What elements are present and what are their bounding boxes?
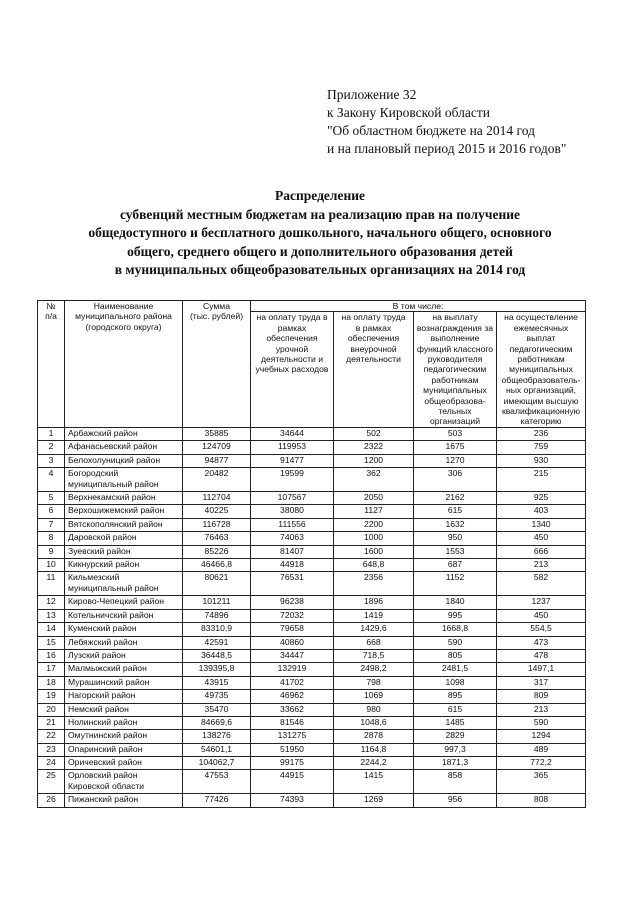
table-row bbox=[38, 730, 586, 743]
row-sum: 104062,7 bbox=[183, 757, 251, 770]
row-number: 26 bbox=[38, 794, 65, 807]
row-number: 21 bbox=[38, 716, 65, 729]
header-sub-1 bbox=[251, 312, 334, 427]
row-class-teacher-pay: 1871,3 bbox=[414, 757, 497, 770]
row-extracurricular-pay: 2356 bbox=[334, 572, 414, 596]
row-extracurricular-pay: 1429,6 bbox=[334, 623, 414, 636]
header-sub-3 bbox=[414, 312, 497, 427]
row-number: 14 bbox=[38, 623, 65, 636]
row-sum: 43915 bbox=[183, 676, 251, 689]
table-row bbox=[38, 559, 586, 572]
row-qualification-pay: 213 bbox=[497, 703, 586, 716]
row-lesson-pay: 38080 bbox=[251, 505, 334, 518]
row-lesson-pay: 119953 bbox=[251, 441, 334, 454]
row-name: Омутнинский район bbox=[65, 730, 183, 743]
table-row bbox=[38, 623, 586, 636]
row-qualification-pay: 809 bbox=[497, 690, 586, 703]
row-lesson-pay: 76531 bbox=[251, 572, 334, 596]
row-lesson-pay: 74393 bbox=[251, 794, 334, 807]
row-sum: 124709 bbox=[183, 441, 251, 454]
header-num bbox=[38, 301, 65, 428]
table-row bbox=[38, 676, 586, 689]
row-extracurricular-pay: 1415 bbox=[334, 770, 414, 794]
row-sum: 85226 bbox=[183, 545, 251, 558]
row-qualification-pay: 489 bbox=[497, 743, 586, 756]
row-qualification-pay: 772,2 bbox=[497, 757, 586, 770]
row-qualification-pay: 1237 bbox=[497, 596, 586, 609]
row-class-teacher-pay: 503 bbox=[414, 427, 497, 440]
appendix-line: к Закону Кировской области bbox=[327, 105, 491, 120]
heading-line: Распределение bbox=[274, 188, 366, 203]
row-class-teacher-pay: 2162 bbox=[414, 492, 497, 505]
appendix-block bbox=[327, 86, 566, 158]
row-qualification-pay: 590 bbox=[497, 716, 586, 729]
row-sum: 36448,5 bbox=[183, 649, 251, 662]
row-name: Кирово-Чепецкий район bbox=[65, 596, 183, 609]
row-name: Арбажский район bbox=[65, 427, 183, 440]
row-qualification-pay: 808 bbox=[497, 794, 586, 807]
row-sum: 42591 bbox=[183, 636, 251, 649]
row-number: 17 bbox=[38, 663, 65, 676]
row-lesson-pay: 79658 bbox=[251, 623, 334, 636]
row-lesson-pay: 131275 bbox=[251, 730, 334, 743]
row-qualification-pay: 1497,1 bbox=[497, 663, 586, 676]
row-qualification-pay: 403 bbox=[497, 505, 586, 518]
row-sum: 112704 bbox=[183, 492, 251, 505]
row-lesson-pay: 44918 bbox=[251, 559, 334, 572]
row-name: Пижанский район bbox=[65, 794, 183, 807]
header-sum bbox=[183, 301, 251, 428]
row-qualification-pay: 365 bbox=[497, 770, 586, 794]
row-extracurricular-pay: 1600 bbox=[334, 545, 414, 558]
row-lesson-pay: 111556 bbox=[251, 518, 334, 531]
row-name: Даровской район bbox=[65, 532, 183, 545]
row-number: 2 bbox=[38, 441, 65, 454]
row-extracurricular-pay: 1127 bbox=[334, 505, 414, 518]
row-name: Лебяжский район bbox=[65, 636, 183, 649]
row-number: 3 bbox=[38, 454, 65, 467]
row-class-teacher-pay: 805 bbox=[414, 649, 497, 662]
row-sum: 77426 bbox=[183, 794, 251, 807]
row-lesson-pay: 107567 bbox=[251, 492, 334, 505]
table-row bbox=[38, 757, 586, 770]
row-name: Верхнекамский район bbox=[65, 492, 183, 505]
header-sub-4 bbox=[497, 312, 586, 427]
header-sub-2 bbox=[334, 312, 414, 427]
row-lesson-pay: 41702 bbox=[251, 676, 334, 689]
row-qualification-pay: 930 bbox=[497, 454, 586, 467]
row-number: 11 bbox=[38, 572, 65, 596]
row-name: Малмыжский район bbox=[65, 663, 183, 676]
row-number: 15 bbox=[38, 636, 65, 649]
row-extracurricular-pay: 2050 bbox=[334, 492, 414, 505]
row-class-teacher-pay: 306 bbox=[414, 468, 497, 492]
row-sum: 35470 bbox=[183, 703, 251, 716]
row-lesson-pay: 81407 bbox=[251, 545, 334, 558]
row-lesson-pay: 34644 bbox=[251, 427, 334, 440]
row-name: Верхошижемский район bbox=[65, 505, 183, 518]
row-number: 16 bbox=[38, 649, 65, 662]
row-sum: 49735 bbox=[183, 690, 251, 703]
row-lesson-pay: 132919 bbox=[251, 663, 334, 676]
row-extracurricular-pay: 980 bbox=[334, 703, 414, 716]
table-row bbox=[38, 532, 586, 545]
table-row bbox=[38, 663, 586, 676]
table-row bbox=[38, 794, 586, 807]
header-sub-text: на выплату вознаграждения за выполнение функций классного руководителя педагогическим работникам муниципальных общеобразова- тельных организаций bbox=[416, 312, 494, 427]
row-extracurricular-pay: 2200 bbox=[334, 518, 414, 531]
row-name: Зуевский район bbox=[65, 545, 183, 558]
row-number: 22 bbox=[38, 730, 65, 743]
row-class-teacher-pay: 1485 bbox=[414, 716, 497, 729]
row-number: 24 bbox=[38, 757, 65, 770]
row-number: 5 bbox=[38, 492, 65, 505]
row-sum: 94877 bbox=[183, 454, 251, 467]
table-row bbox=[38, 743, 586, 756]
row-extracurricular-pay: 668 bbox=[334, 636, 414, 649]
row-extracurricular-pay: 1048,6 bbox=[334, 716, 414, 729]
row-extracurricular-pay: 502 bbox=[334, 427, 414, 440]
row-qualification-pay: 759 bbox=[497, 441, 586, 454]
row-sum: 83310,9 bbox=[183, 623, 251, 636]
table-row bbox=[38, 505, 586, 518]
row-class-teacher-pay: 995 bbox=[414, 609, 497, 622]
row-class-teacher-pay: 590 bbox=[414, 636, 497, 649]
table-row bbox=[38, 454, 586, 467]
table-row bbox=[38, 596, 586, 609]
row-name: Богородский муниципальный район bbox=[65, 468, 183, 492]
row-class-teacher-pay: 950 bbox=[414, 532, 497, 545]
table-row bbox=[38, 609, 586, 622]
row-extracurricular-pay: 1419 bbox=[334, 609, 414, 622]
row-name: Лузский район bbox=[65, 649, 183, 662]
row-qualification-pay: 215 bbox=[497, 468, 586, 492]
row-lesson-pay: 33662 bbox=[251, 703, 334, 716]
heading-line: субвенций местным бюджетам на реализацию прав на получение bbox=[119, 206, 521, 222]
row-class-teacher-pay: 615 bbox=[414, 505, 497, 518]
row-class-teacher-pay: 1675 bbox=[414, 441, 497, 454]
row-name: Мурашинский район bbox=[65, 676, 183, 689]
table-row bbox=[38, 636, 586, 649]
row-qualification-pay: 1340 bbox=[497, 518, 586, 531]
table-row bbox=[38, 716, 586, 729]
row-number: 12 bbox=[38, 596, 65, 609]
row-class-teacher-pay: 2481,5 bbox=[414, 663, 497, 676]
row-extracurricular-pay: 1000 bbox=[334, 532, 414, 545]
row-number: 20 bbox=[38, 703, 65, 716]
heading-line: общедоступного и бесплатного дошкольного, начального общего, основного bbox=[88, 225, 552, 240]
appendix-line: и на плановый период 2015 и 2016 годов" bbox=[327, 141, 567, 156]
row-class-teacher-pay: 687 bbox=[414, 559, 497, 572]
row-qualification-pay: 450 bbox=[497, 532, 586, 545]
row-qualification-pay: 236 bbox=[497, 427, 586, 440]
row-sum: 101211 bbox=[183, 596, 251, 609]
row-extracurricular-pay: 2878 bbox=[334, 730, 414, 743]
header-group: В том числе: bbox=[251, 301, 586, 312]
row-class-teacher-pay: 1668,8 bbox=[414, 623, 497, 636]
heading-line: общего, среднего общего и дополнительного образования детей bbox=[127, 243, 513, 259]
row-qualification-pay: 925 bbox=[497, 492, 586, 505]
row-extracurricular-pay: 2498,2 bbox=[334, 663, 414, 676]
row-qualification-pay: 478 bbox=[497, 649, 586, 662]
header-num-text: № п/а bbox=[45, 301, 57, 322]
row-sum: 54601,1 bbox=[183, 743, 251, 756]
row-lesson-pay: 96238 bbox=[251, 596, 334, 609]
row-extracurricular-pay: 1269 bbox=[334, 794, 414, 807]
heading-line: в муниципальных общеобразовательных организациях на 2014 год bbox=[114, 262, 526, 277]
row-extracurricular-pay: 2244,2 bbox=[334, 757, 414, 770]
row-lesson-pay: 72032 bbox=[251, 609, 334, 622]
row-sum: 35885 bbox=[183, 427, 251, 440]
header-sub-text: на оплату труда в рамках обеспечения внеурочной деятельности bbox=[341, 312, 406, 365]
row-sum: 74896 bbox=[183, 609, 251, 622]
row-number: 8 bbox=[38, 532, 65, 545]
document-heading bbox=[40, 187, 600, 280]
row-lesson-pay: 34447 bbox=[251, 649, 334, 662]
table-row bbox=[38, 468, 586, 492]
row-sum: 138276 bbox=[183, 730, 251, 743]
row-lesson-pay: 40860 bbox=[251, 636, 334, 649]
row-name: Котельничский район bbox=[65, 609, 183, 622]
table-row bbox=[38, 492, 586, 505]
row-class-teacher-pay: 1152 bbox=[414, 572, 497, 596]
row-class-teacher-pay: 1098 bbox=[414, 676, 497, 689]
row-name: Орловский район Кировской области bbox=[65, 770, 183, 794]
table-row bbox=[38, 649, 586, 662]
row-class-teacher-pay: 1840 bbox=[414, 596, 497, 609]
row-qualification-pay: 473 bbox=[497, 636, 586, 649]
row-extracurricular-pay: 1200 bbox=[334, 454, 414, 467]
row-extracurricular-pay: 362 bbox=[334, 468, 414, 492]
row-qualification-pay: 317 bbox=[497, 676, 586, 689]
header-sub-text: на осуществление ежемесячных выплат педагогическим работникам муниципальных общеобразователь- ных организаций, имеющим высшую квалификационную категорию bbox=[501, 312, 581, 427]
row-extracurricular-pay: 1164,8 bbox=[334, 743, 414, 756]
row-name: Вятскополянский район bbox=[65, 518, 183, 531]
table-row bbox=[38, 441, 586, 454]
row-number: 13 bbox=[38, 609, 65, 622]
row-sum: 139395,8 bbox=[183, 663, 251, 676]
row-qualification-pay: 213 bbox=[497, 559, 586, 572]
row-qualification-pay: 582 bbox=[497, 572, 586, 596]
row-name: Оричевский район bbox=[65, 757, 183, 770]
row-name: Нагорский район bbox=[65, 690, 183, 703]
row-class-teacher-pay: 858 bbox=[414, 770, 497, 794]
row-class-teacher-pay: 1632 bbox=[414, 518, 497, 531]
row-number: 25 bbox=[38, 770, 65, 794]
row-name: Опаринский район bbox=[65, 743, 183, 756]
row-number: 9 bbox=[38, 545, 65, 558]
row-qualification-pay: 554,5 bbox=[497, 623, 586, 636]
row-sum: 47553 bbox=[183, 770, 251, 794]
row-class-teacher-pay: 895 bbox=[414, 690, 497, 703]
row-name: Нолинский район bbox=[65, 716, 183, 729]
row-name: Белохолуницкий район bbox=[65, 454, 183, 467]
row-number: 23 bbox=[38, 743, 65, 756]
row-class-teacher-pay: 1270 bbox=[414, 454, 497, 467]
row-lesson-pay: 99175 bbox=[251, 757, 334, 770]
table-row bbox=[38, 572, 586, 596]
row-extracurricular-pay: 648,8 bbox=[334, 559, 414, 572]
row-lesson-pay: 46962 bbox=[251, 690, 334, 703]
subvention-table bbox=[37, 300, 586, 808]
row-number: 18 bbox=[38, 676, 65, 689]
row-extracurricular-pay: 798 bbox=[334, 676, 414, 689]
header-name bbox=[65, 301, 183, 428]
row-name: Кикнурский район bbox=[65, 559, 183, 572]
row-number: 4 bbox=[38, 468, 65, 492]
row-extracurricular-pay: 1069 bbox=[334, 690, 414, 703]
row-sum: 80621 bbox=[183, 572, 251, 596]
row-sum: 116728 bbox=[183, 518, 251, 531]
header-name-text: Наименование муниципального района (городского округа) bbox=[75, 301, 172, 332]
row-number: 10 bbox=[38, 559, 65, 572]
row-number: 6 bbox=[38, 505, 65, 518]
row-lesson-pay: 74063 bbox=[251, 532, 334, 545]
row-sum: 40225 bbox=[183, 505, 251, 518]
row-sum: 76463 bbox=[183, 532, 251, 545]
row-sum: 46466,8 bbox=[183, 559, 251, 572]
row-lesson-pay: 91477 bbox=[251, 454, 334, 467]
row-number: 19 bbox=[38, 690, 65, 703]
row-class-teacher-pay: 956 bbox=[414, 794, 497, 807]
row-class-teacher-pay: 2829 bbox=[414, 730, 497, 743]
row-class-teacher-pay: 615 bbox=[414, 703, 497, 716]
header-sum-text: Сумма (тыс. рублей) bbox=[189, 301, 244, 322]
row-extracurricular-pay: 1896 bbox=[334, 596, 414, 609]
row-lesson-pay: 51950 bbox=[251, 743, 334, 756]
row-number: 1 bbox=[38, 427, 65, 440]
table-body bbox=[38, 427, 586, 807]
row-extracurricular-pay: 2322 bbox=[334, 441, 414, 454]
row-lesson-pay: 44915 bbox=[251, 770, 334, 794]
table-row bbox=[38, 518, 586, 531]
row-sum: 84669,6 bbox=[183, 716, 251, 729]
appendix-line: Приложение 32 bbox=[327, 87, 417, 102]
row-number: 7 bbox=[38, 518, 65, 531]
row-extracurricular-pay: 718,5 bbox=[334, 649, 414, 662]
row-qualification-pay: 1294 bbox=[497, 730, 586, 743]
table-row bbox=[38, 545, 586, 558]
row-qualification-pay: 450 bbox=[497, 609, 586, 622]
row-name: Немский район bbox=[65, 703, 183, 716]
row-lesson-pay: 81546 bbox=[251, 716, 334, 729]
row-class-teacher-pay: 1553 bbox=[414, 545, 497, 558]
row-sum: 20482 bbox=[183, 468, 251, 492]
row-name: Афанасьевский район bbox=[65, 441, 183, 454]
table-row bbox=[38, 427, 586, 440]
table-row bbox=[38, 770, 586, 794]
row-qualification-pay: 666 bbox=[497, 545, 586, 558]
row-lesson-pay: 19599 bbox=[251, 468, 334, 492]
table-row bbox=[38, 690, 586, 703]
header-sub-text: на оплату труда в рамках обеспечения урочной деятельности и учебных расходов bbox=[255, 312, 329, 375]
table-row bbox=[38, 703, 586, 716]
row-class-teacher-pay: 997,3 bbox=[414, 743, 497, 756]
row-name: Куменский район bbox=[65, 623, 183, 636]
appendix-line: "Об областном бюджете на 2014 год bbox=[327, 123, 535, 138]
row-name: Кильмезский муниципальный район bbox=[65, 572, 183, 596]
